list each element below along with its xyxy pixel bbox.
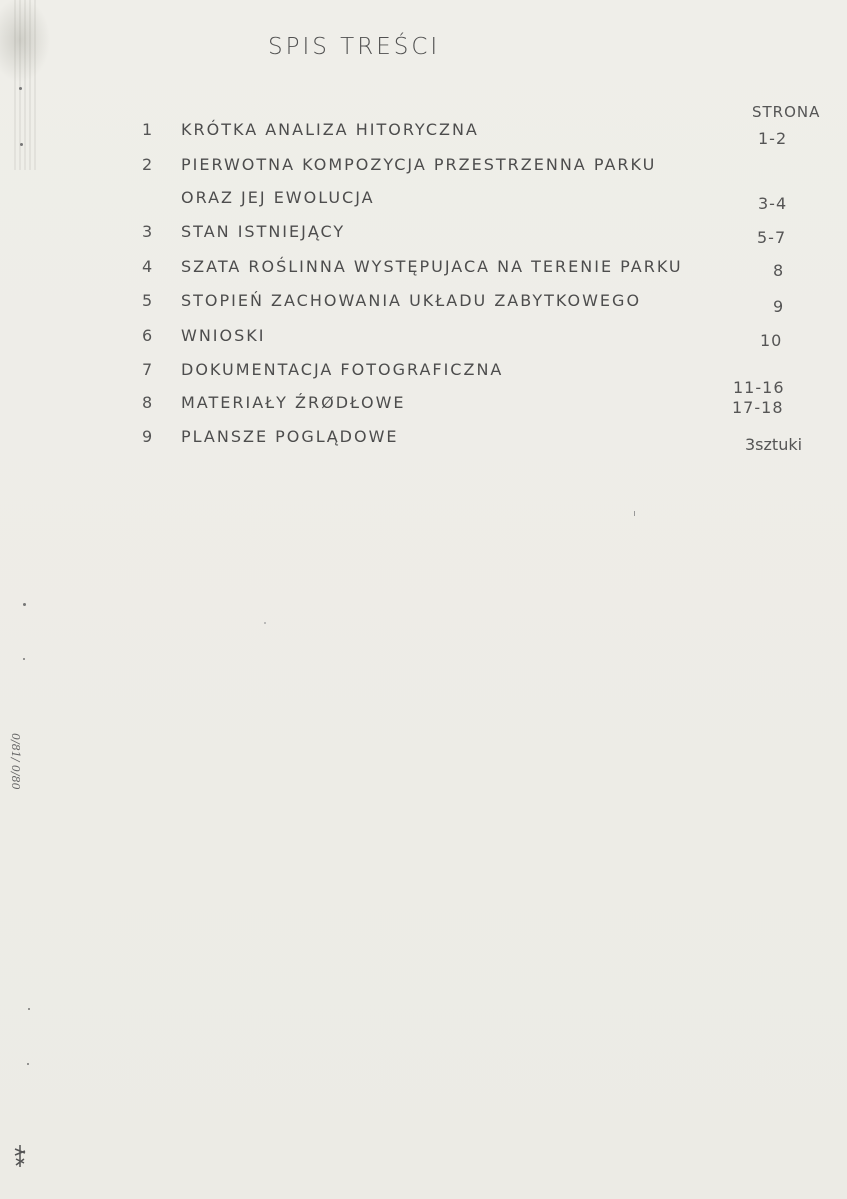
entry-number: 5: [142, 291, 153, 310]
entry-number: 4: [142, 257, 153, 276]
scan-speck: [19, 87, 22, 90]
entry-title: STOPIEŃ ZACHOWANIA UKŁADU ZABYTKOWEGO: [181, 291, 642, 310]
entry-number: 6: [142, 326, 153, 345]
scan-speck: [27, 1063, 29, 1065]
page-column-header: STRONA: [752, 103, 821, 121]
entry-title: ORAZ JEJ EWOLUCJA: [181, 188, 375, 207]
entry-page: 5-7: [757, 228, 787, 247]
entry-number: 2: [142, 155, 153, 174]
entry-number: 3: [142, 222, 153, 241]
scan-speck: [264, 622, 266, 624]
entry-number: 7: [142, 360, 153, 379]
margin-handwritten-note: 0/81/ 0/80: [9, 733, 22, 790]
scan-speck: [28, 1008, 30, 1010]
entry-page: 9: [773, 297, 785, 316]
entry-number: 1: [142, 120, 153, 139]
scan-speck: [20, 143, 23, 146]
entry-page: 3sztuki: [745, 435, 803, 454]
scan-speck: [23, 658, 25, 660]
entry-number: 8: [142, 393, 153, 412]
scan-speck: [634, 511, 635, 516]
entry-title: DOKUMENTACJA FOTOGRAFICZNA: [181, 360, 504, 379]
entry-page: 8: [773, 261, 785, 280]
entry-title: SZATA ROŚLINNA WYSTĘPUJACA NA TERENIE PARKU: [181, 257, 683, 276]
entry-number: 9: [142, 427, 153, 446]
entry-title: WNIOSKI: [181, 326, 266, 345]
entry-title: PLANSZE POGLĄDOWE: [181, 427, 399, 446]
page-title: SPIS TREŚCI: [268, 34, 441, 60]
entry-title: KRÓTKA ANALIZA HITORYCZNA: [181, 120, 479, 139]
entry-page: 1-2: [758, 129, 788, 148]
scan-speck: [23, 603, 26, 606]
entry-page: 11-16: [733, 378, 785, 397]
entry-page: 10: [760, 331, 783, 350]
entry-page: 17-18: [732, 398, 784, 417]
entry-title: STAN ISTNIEJĄCY: [181, 222, 346, 241]
entry-page: 3-4: [758, 194, 788, 213]
stamp-mark-icon: [12, 1143, 28, 1169]
scan-edge-smudge: [14, 0, 36, 170]
entry-title: MATERIAŁY ŹRØDŁOWE: [181, 393, 406, 412]
entry-title: PIERWOTNA KOMPOZYCJA PRZESTRZENNA PARKU: [181, 155, 657, 174]
